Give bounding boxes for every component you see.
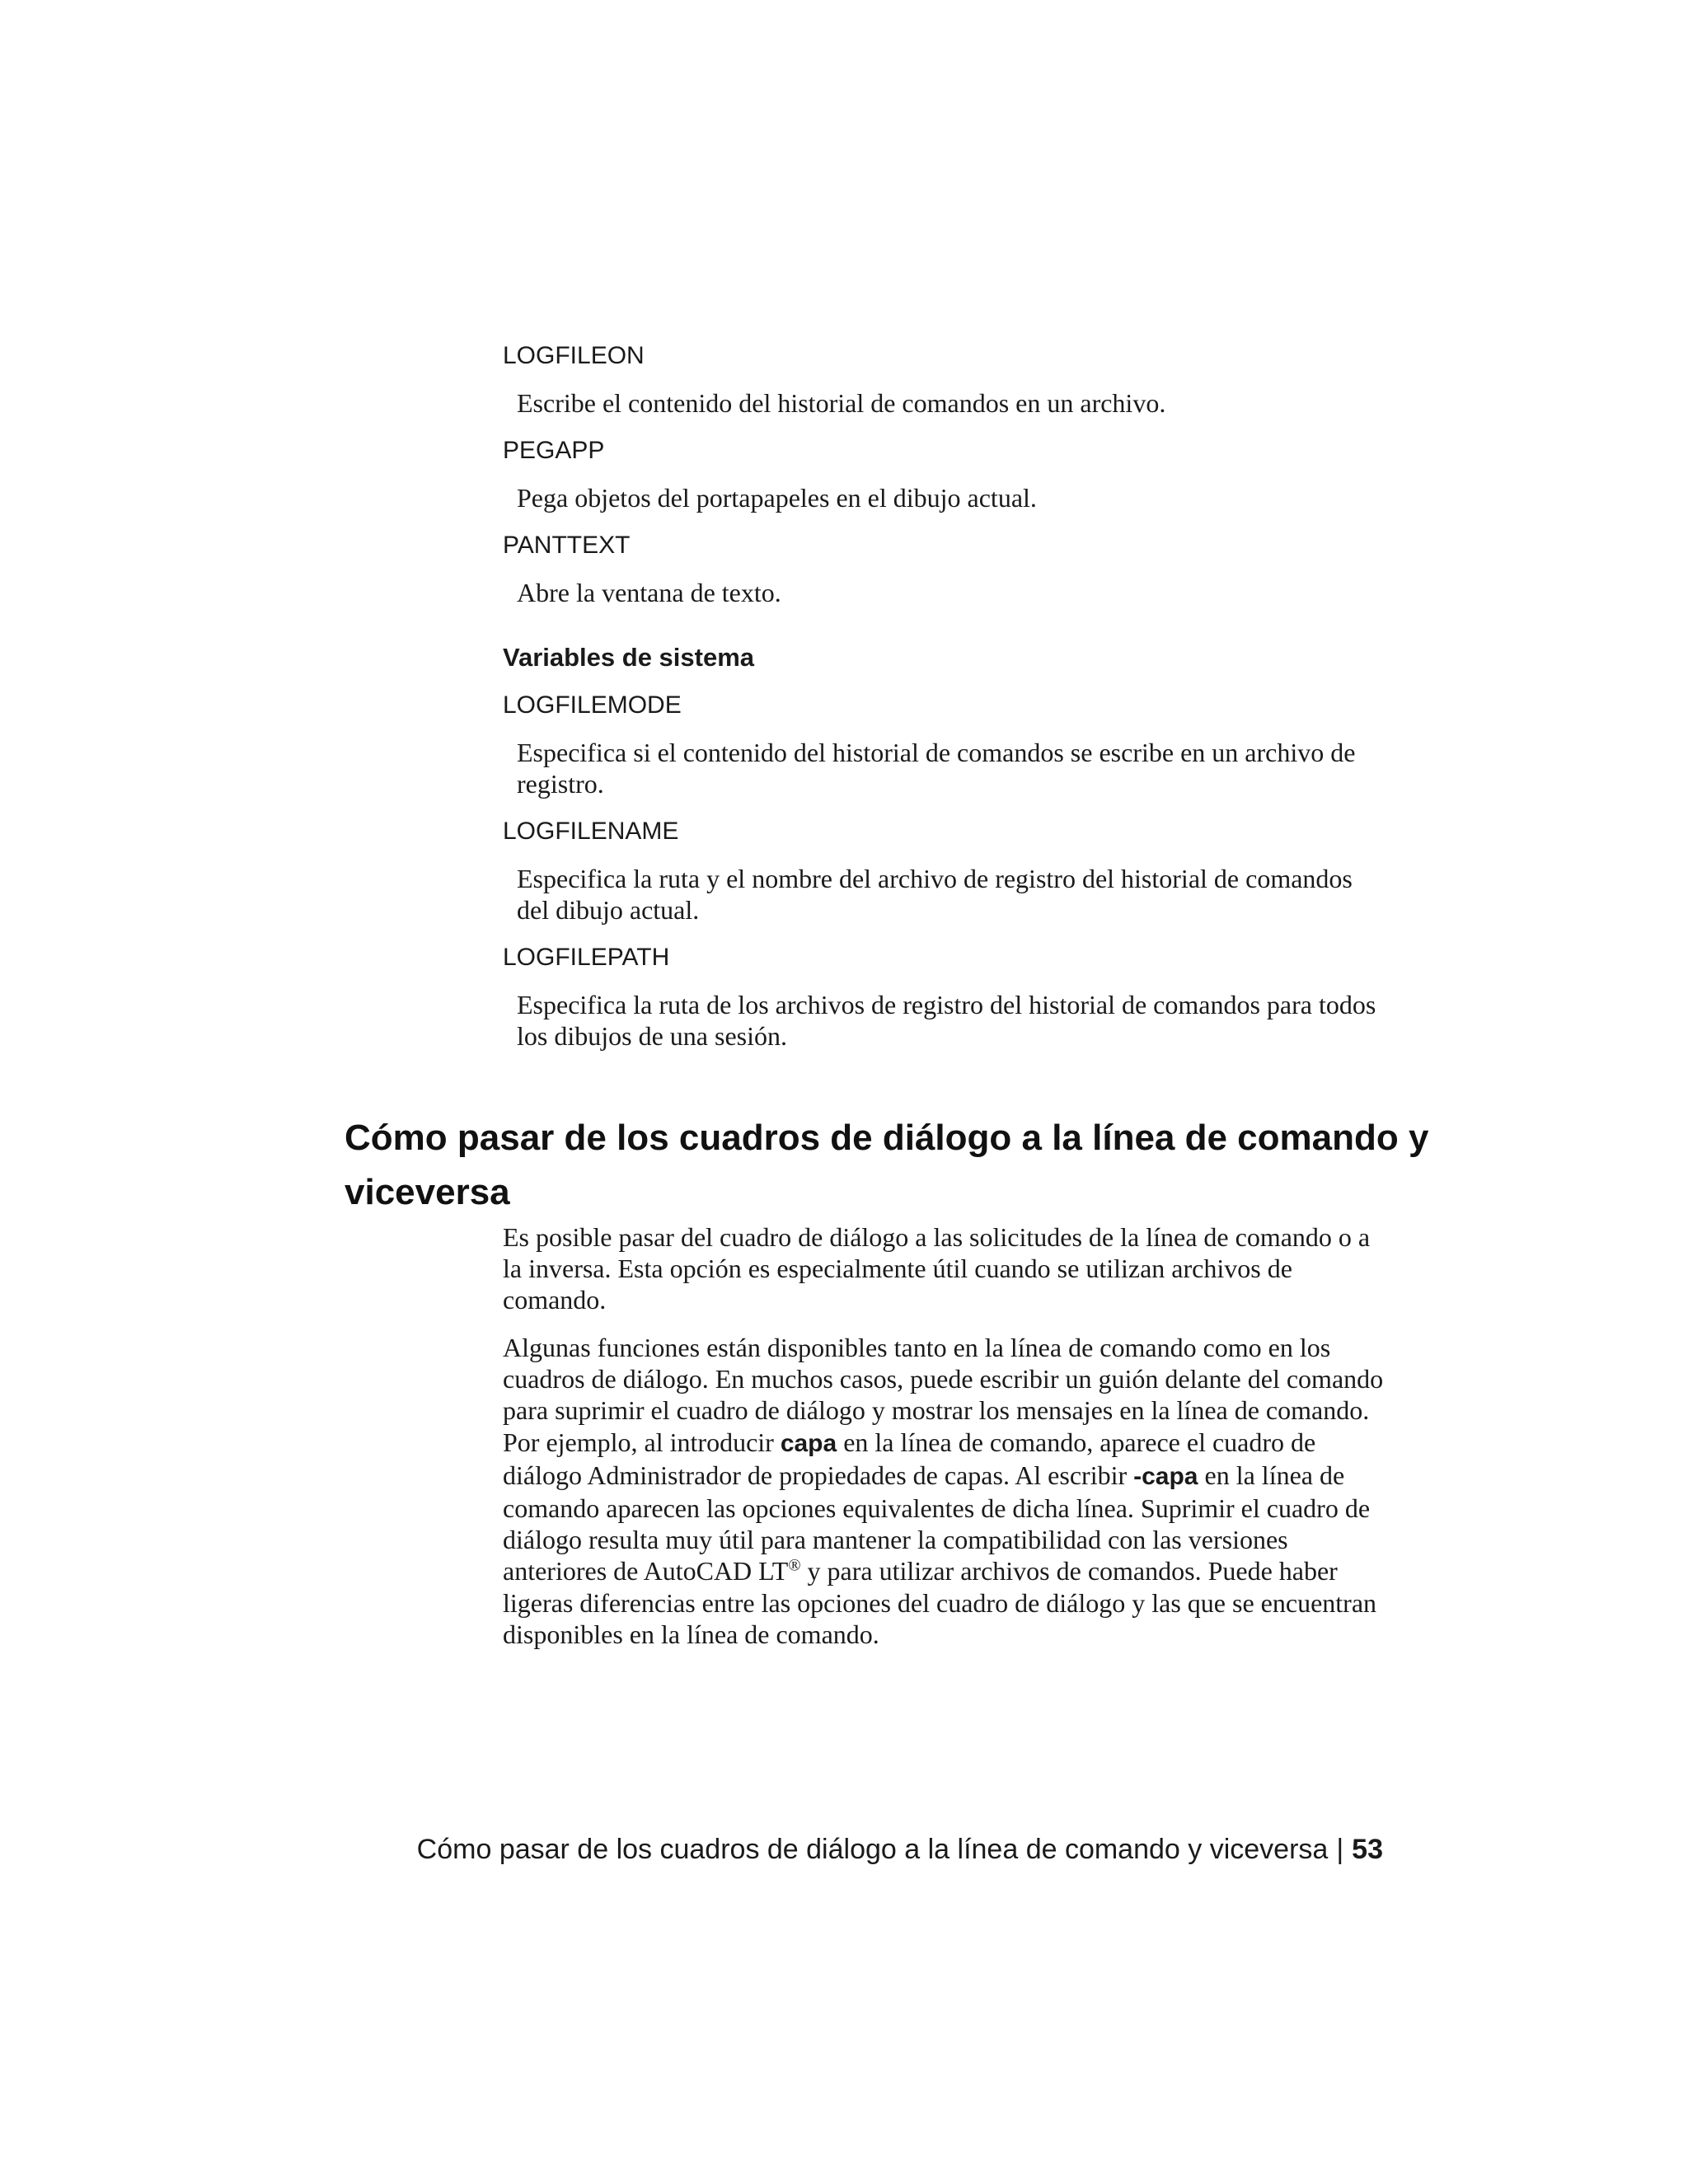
page-footer bbox=[417, 1831, 1383, 1868]
sysvar-desc-logfilename: Especifica la ruta y el nombre del archivo de registro del historial de comandos del dibujo actual. bbox=[517, 864, 1353, 925]
command-desc-panttext: Abre la ventana de texto. bbox=[517, 578, 781, 607]
page-number: 53 bbox=[1352, 1834, 1383, 1865]
para2-text-4: y para utilizar archivos de comandos. Puede haber ligeras diferencias entre las opciones del cuadro de diálogo y las que se encuentran disponibles en la línea de comando. bbox=[503, 1556, 1377, 1649]
command-keyword-capa: capa bbox=[780, 1429, 837, 1457]
sysvar-term-logfilepath: LOGFILEPATH bbox=[503, 944, 670, 971]
footer-separator: | bbox=[1336, 1834, 1344, 1865]
sysvar-desc-logfilemode: Especifica si el contenido del historial de comandos se escribe en un archivo de registro. bbox=[517, 738, 1356, 799]
command-keyword-dash-capa: -capa bbox=[1133, 1462, 1198, 1490]
sysvar-desc-logfilepath: Especifica la ruta de los archivos de registro del historial de comandos para todos los dibujos de una sesión. bbox=[517, 990, 1376, 1051]
system-variables-heading: Variables de sistema bbox=[503, 643, 755, 672]
command-term-logfileon: LOGFILEON bbox=[503, 342, 645, 369]
footer-running-title: Cómo pasar de los cuadros de diálogo a la línea de comando y viceversa bbox=[416, 1834, 1329, 1865]
command-term-panttext: PANTTEXT bbox=[503, 532, 631, 559]
sysvar-term-logfilename: LOGFILENAME bbox=[503, 818, 679, 845]
command-desc-pegapp: Pega objetos del portapapeles en el dibujo actual. bbox=[517, 483, 1037, 513]
command-desc-logfileon: Escribe el contenido del historial de comandos en un archivo. bbox=[517, 388, 1166, 418]
sysvar-term-logfilemode: LOGFILEMODE bbox=[503, 691, 682, 719]
command-term-pegapp: PEGAPP bbox=[503, 437, 605, 464]
para2-text-2: en la línea de comando, aparece el cuadro de diálogo Administrador de propiedades de capas. Al escribir bbox=[503, 1427, 1316, 1490]
registered-mark: ® bbox=[788, 1556, 801, 1575]
section-paragraph-2 bbox=[503, 1332, 1393, 1650]
para2-text-3: en la línea de comando aparecen las opciones equivalentes de dicha línea. Suprimir el cuadro de diálogo resulta muy útil para mantener la compatibilidad con las versiones anteriores de AutoCAD LT bbox=[503, 1460, 1371, 1586]
section-title: Cómo pasar de los cuadros de diálogo a la línea de comando y viceversa bbox=[345, 1118, 1429, 1212]
section-paragraph-1: Es posible pasar del cuadro de diálogo a las solicitudes de la línea de comando o a la inversa. Esta opción es especialmente útil cuando se utilizan archivos de comando. bbox=[503, 1222, 1371, 1315]
para2-text-1: Algunas funciones están disponibles tanto en la línea de comando como en los cuadros de diálogo. En muchos casos, puede escribir un guión delante del comando para suprimir el cuadro de diálogo y mostrar los mensajes en la línea de comando. Por ejemplo, al introducir bbox=[503, 1333, 1384, 1457]
